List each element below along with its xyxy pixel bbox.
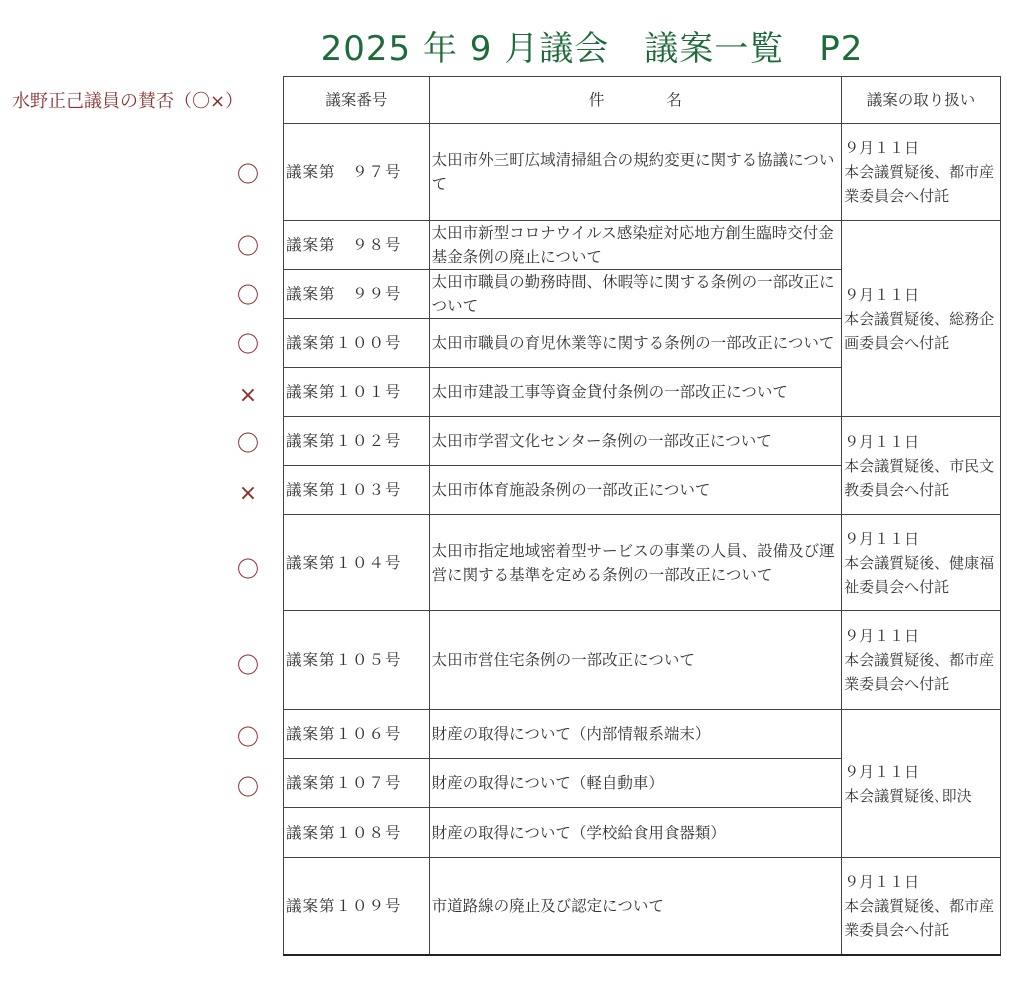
bill-action <box>842 611 1001 710</box>
bill-no: 議案第１０６号 <box>284 710 430 759</box>
bill-name: 太田市体育施設条例の一部改正について <box>429 466 841 515</box>
bill-name: 太田市営住宅条例の一部改正について <box>429 611 841 710</box>
bill-name: 太田市職員の育児休業等に関する条例の一部改正について <box>429 319 841 368</box>
bill-name: 太田市建設工事等資金貸付条例の一部改正について <box>429 368 841 417</box>
bill-no: 議案第１０９号 <box>284 858 430 955</box>
action-text: 本会議質疑後、市民文教委員会へ付託 <box>844 456 995 499</box>
bill-name: 太田市新型コロナウイルス感染症対応地方創生臨時交付金基金条例の廃止について <box>429 221 841 270</box>
action-date: ９月１１日 <box>844 285 920 304</box>
vote-heading: 水野正己議員の賛否（〇×） <box>12 91 244 112</box>
bill-name: 太田市指定地域密着型サービスの事業の人員、設備及び運営に関する基準を定める条例の一部改正について <box>429 515 841 611</box>
vote-mark: 〇 <box>236 726 259 751</box>
bill-name: 太田市外三町広域清掃組合の規約変更に関する協議について <box>429 124 841 221</box>
bill-action <box>842 124 1001 221</box>
vote-mark: 〇 <box>236 235 259 260</box>
bill-name: 市道路線の廃止及び認定について <box>429 858 841 955</box>
table-row <box>284 611 1001 710</box>
bill-no: 議案第１０４号 <box>284 515 430 611</box>
action-date: ９月１１日 <box>844 872 920 891</box>
action-text: 本会議質疑後､即決 <box>844 786 972 805</box>
table-row <box>284 221 1001 270</box>
table-row <box>284 515 1001 611</box>
bill-action <box>842 858 1001 955</box>
bill-no: 議案第１０３号 <box>284 466 430 515</box>
vote-mark: 〇 <box>236 284 259 309</box>
header-action: 議案の取り扱い <box>842 77 1001 124</box>
bill-no: 議案第 ９７号 <box>284 124 430 221</box>
vote-mark: × <box>238 383 258 408</box>
bill-no: 議案第 ９８号 <box>284 221 430 270</box>
action-text: 本会議質疑後、都市産業委員会へ付託 <box>844 163 995 205</box>
bill-no: 議案第１０１号 <box>284 368 430 417</box>
bill-action <box>842 221 1001 417</box>
action-date: ９月１１日 <box>844 762 920 781</box>
header-bill-no: 議案番号 <box>284 77 430 124</box>
action-date: ９月１１日 <box>844 627 920 645</box>
action-date: ９月１１日 <box>844 139 920 157</box>
table-row <box>284 124 1001 221</box>
table-row <box>284 710 1001 759</box>
action-date: ９月１１日 <box>844 432 920 451</box>
table-row <box>284 417 1001 466</box>
bill-name: 財産の取得について（内部情報系端末） <box>429 710 841 759</box>
vote-mark: 〇 <box>236 163 259 188</box>
action-text: 本会議質疑後、都市産業委員会へ付託 <box>844 651 995 693</box>
bill-name: 財産の取得について（軽自動車） <box>429 759 841 808</box>
vote-mark: 〇 <box>236 654 259 679</box>
action-text: 本会議質疑後、総務企画委員会へ付託 <box>844 309 995 352</box>
bill-no: 議案第１０２号 <box>284 417 430 466</box>
vote-mark: 〇 <box>236 333 259 358</box>
vote-mark: 〇 <box>236 776 259 801</box>
vote-mark: 〇 <box>236 432 259 457</box>
bill-action <box>842 515 1001 611</box>
bill-no: 議案第１００号 <box>284 319 430 368</box>
bill-name: 財産の取得について（学校給食用食器類） <box>429 808 841 858</box>
bill-no: 議案第１０７号 <box>284 759 430 808</box>
bill-no: 議案第１０８号 <box>284 808 430 858</box>
header-subject: 件 名 <box>429 77 841 124</box>
action-text: 本会議質疑後、健康福祉委員会へ付託 <box>844 553 995 596</box>
vote-mark: × <box>238 481 258 506</box>
bill-action <box>842 710 1001 858</box>
bill-no: 議案第 ９９号 <box>284 270 430 319</box>
action-date: ９月１１日 <box>844 529 920 548</box>
action-text: 本会議質疑後、都市産業委員会へ付託 <box>844 896 995 939</box>
bill-no: 議案第１０５号 <box>284 611 430 710</box>
bill-name: 太田市職員の勤務時間、休暇等に関する条例の一部改正について <box>429 270 841 319</box>
bill-table <box>283 76 1001 956</box>
vote-mark: 〇 <box>236 558 259 583</box>
bill-action <box>842 417 1001 515</box>
bill-name: 太田市学習文化センター条例の一部改正について <box>429 417 841 466</box>
page-title: 2025 年 9 月議会 議案一覧 P2 <box>320 28 864 69</box>
table-row <box>284 858 1001 955</box>
